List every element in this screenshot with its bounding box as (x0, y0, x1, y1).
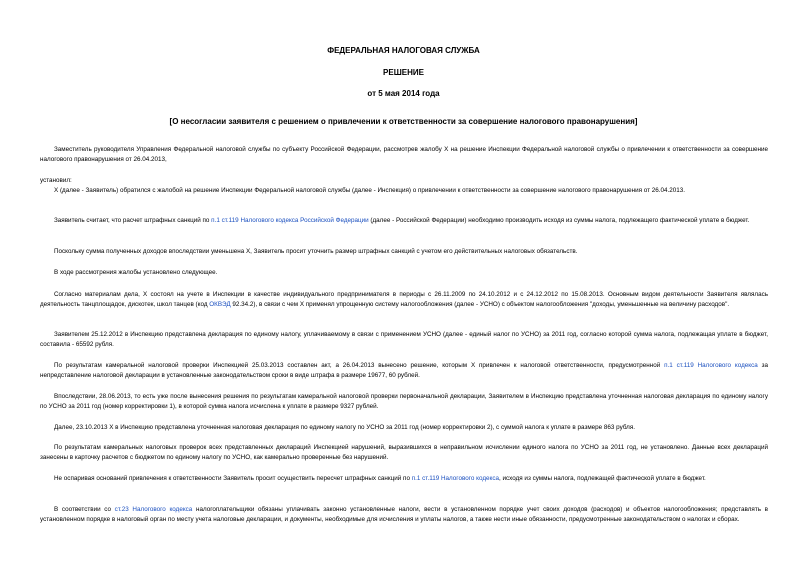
article-23-link[interactable]: ст.23 Налогового кодекса (114, 506, 193, 513)
tax-code-link[interactable]: п.1 ст.119 Налогового кодекса Российской Федерации (211, 217, 369, 224)
paragraph-3: Х (далее - Заявитель) обратился с жалобой на решение Инспекции Федеральной налоговой службы (далее - Инспекция) о привлечении к ответственности за совершение налогового правонарушения от 26.04.2013. (54, 187, 686, 194)
paragraph-4-text-a: Заявитель считает, что расчет штрафных санкций по (54, 217, 212, 224)
paragraph-13 (40, 474, 768, 484)
paragraph-14-text-b: налогоплательщики обязаны уплачивать законно установленные налоги, вести в установленном порядке учет своих доходов (расходов) и объектов налогообложения; представлять в установленном порядке в налоговый орган по месту учета налоговые декларации, и документы, необходимые для исчисления и уплаты налогов, а также нести иные обязанности, предусмотренные законодательством о налогах и сборах. (40, 506, 768, 523)
document-title: [О несогласии заявителя с решением о привлечении к ответственности за совершение налогового правонарушения] (169, 117, 638, 126)
paragraph-6: В ходе рассмотрения жалобы установлено следующее. (54, 269, 218, 276)
paragraph-14-text-a: В соответствии со (54, 506, 115, 513)
paragraph-9-text-a: По результатам камеральной налоговой проверки Инспекцией 25.03.2013 составлен акт, а 26.04.2013 вынесено решение, которым Х привлечен к налоговой ответственности, предусмотренной (54, 362, 665, 369)
tax-code-link-2[interactable]: п.1 ст.119 Налогового кодекса (664, 362, 758, 369)
paragraph-5: Поскольку сумма полученных доходов впоследствии уменьшена Х, Заявитель просит уточнить размер штрафных санкций с учетом его действительных налоговых обязательств. (54, 248, 578, 255)
paragraph-10: Впоследствии, 28.06.2013, то есть уже после вынесения решения по результатам камеральной налоговой проверки первоначальной декларации, Заявителем в Инспекцию представлена уточненная налоговая декларация по единому налогу по УСНО за 2011 год (номер корректировки 1), в которой сумма налога исчислена к уплате в размере 9327 рублей. (40, 393, 768, 410)
paragraph-12: По результатам камеральных налоговых проверок всех представленных деклараций Инспекцией нарушений, выразившихся в неправильном исчислении единого налога по УСНО за 2011 год, не установлено. Данные всех деклараций занесены в карточку расчетов с бюджетом по единому налогу по УСНО, как камерально проверенные без нарушений. (40, 444, 768, 461)
paragraph-4-text-b: (далее - Российской Федерации) необходимо производить исходя из суммы налога, подлежащего фактической уплате в бюджет. (368, 217, 750, 224)
document-type-heading: РЕШЕНИЕ (383, 68, 424, 77)
document-date: от 5 мая 2014 года (367, 89, 440, 98)
paragraph-13-text-a: Не оспаривая оснований привлечения к ответственности Заявитель просит осуществить пересчет штрафных санкций по (54, 475, 412, 482)
paragraph-13-text-b: , исходя из суммы налога, подлежащей фактической уплате в бюджет. (498, 475, 706, 482)
paragraph-11: Далее, 23.10.2013 Х в Инспекцию представлена уточненная налоговая декларация по единому налогу по УСНО за 2011 год (номер корректировки 2), с суммой налога к уплате в размере 863 рубля. (54, 424, 635, 431)
agency-heading: ФЕДЕРАЛЬНАЯ НАЛОГОВАЯ СЛУЖБА (327, 46, 480, 55)
okved-link[interactable]: ОКВЭД (209, 300, 231, 308)
paragraph-14 (40, 505, 768, 525)
paragraph-7-text-a: Согласно материалам дела, Х состоял на учете в Инспекции в качестве индивидуального предпринимателя в периоды с 26.11.2009 по 24.10.2012 и с 24.12.2012 по 15.08.2013. Основным видом деятельности Заявителя являлась деятельность танцплощадок, дискотек, школ танцев (код (40, 291, 768, 308)
paragraph-4 (40, 216, 768, 226)
paragraph-established: установил: (40, 177, 72, 184)
paragraph-7-text-b: 92.34.2), в связи с чем Х применял упрощенную систему налогообложения (далее - УСНО) с объектом налогообложения "доходы, уменьшенные на величину расходов". (230, 300, 730, 308)
tax-code-link-3[interactable]: п.1 ст.119 Налогового кодекса (411, 475, 499, 482)
paragraph-8: Заявителем 25.12.2012 в Инспекцию представлена декларация по единому налогу, уплачиваемому в связи с применением УСНО (далее - единый налог по УСНО) за 2011 год, согласно которой сумма налога, подлежащая уплате в бюджет, составила - 65592 рубля. (40, 331, 768, 348)
paragraph-1: Заместитель руководителя Управления Федеральной налоговой службы по субъекту Российской Федерации, рассмотрев жалобу Х на решение Инспекции Федеральной налоговой службы о привлечении к ответственности за совершение налогового правонарушения от 26.04.2013, (40, 146, 768, 163)
paragraph-9 (40, 361, 768, 381)
paragraph-9-text-b: за непредставление налоговой декларации в установленные законодательством сроки в виде штрафа в размере 19677, 60 рублей. (40, 362, 768, 379)
paragraph-7 (40, 290, 768, 310)
